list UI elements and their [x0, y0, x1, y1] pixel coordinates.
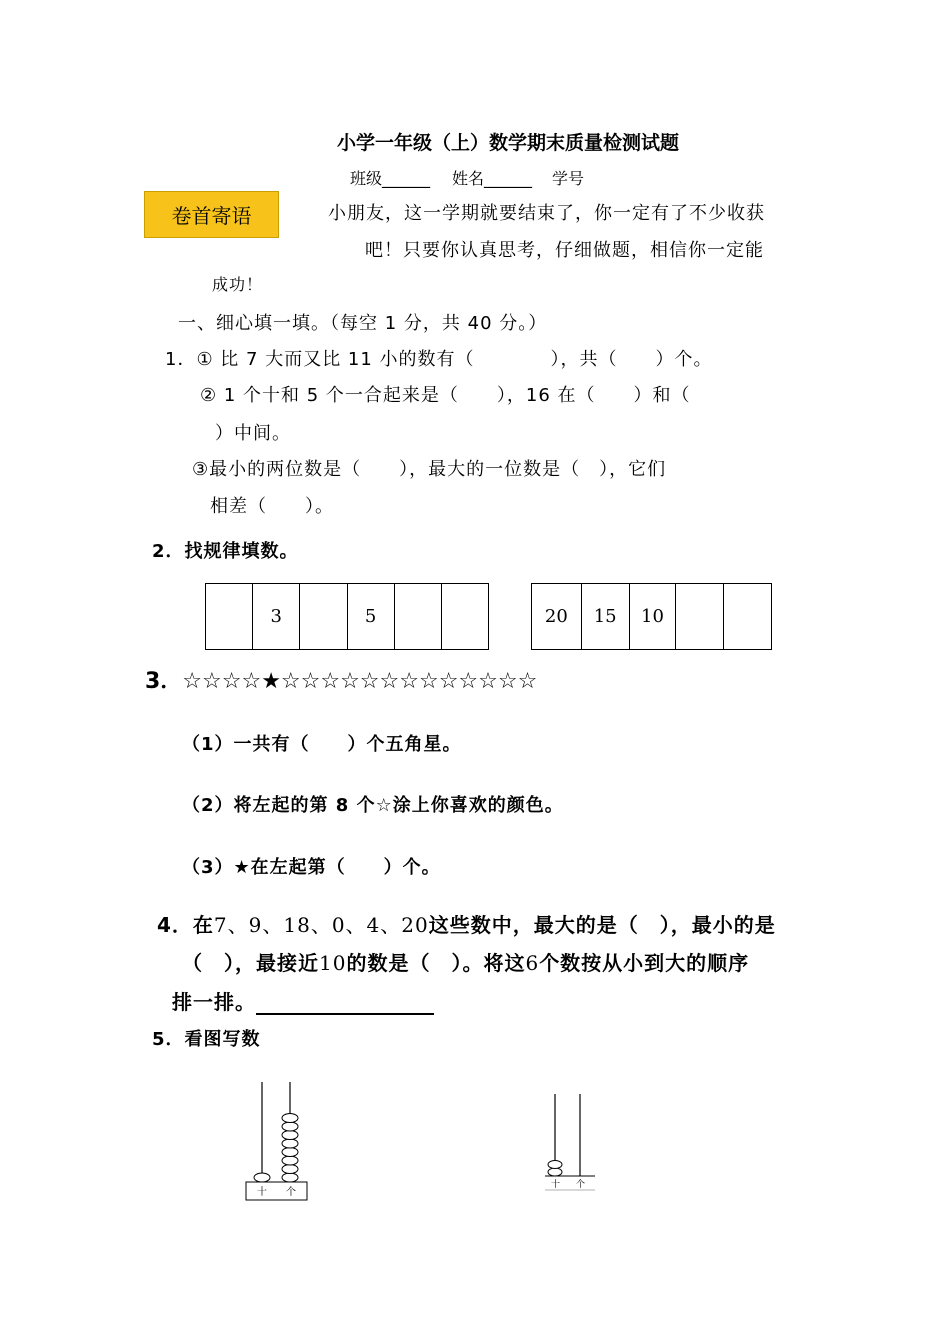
seq1-cell: 3 — [253, 584, 300, 649]
q4-prefix: 4．在 — [157, 913, 214, 937]
q3-part-3: （3）★在左起第（ ）个。 — [182, 857, 441, 878]
abacus1-ones-label: 个 — [286, 1187, 296, 1198]
q1-line-1: 1．① 比 7 大而又比 11 小的数有（ ），共（ ）个。 — [165, 349, 713, 370]
abacus2-ones-label: 个 — [576, 1180, 586, 1190]
abacus-bead — [282, 1156, 298, 1165]
seq1-cell[interactable] — [206, 584, 253, 649]
abacus-2 — [540, 1090, 600, 1196]
abacus-bead — [282, 1131, 298, 1140]
abacus1-tens-label: 十 — [257, 1187, 267, 1198]
abacus-1 — [240, 1078, 320, 1204]
q3-stars-row: 3．☆☆☆☆★☆☆☆☆☆☆☆☆☆☆☆☆☆ — [145, 669, 538, 694]
q3-part-2: （2）将左起的第 8 个☆涂上你喜欢的颜色。 — [182, 795, 564, 816]
q1-line-5: 相差（ ）。 — [210, 496, 334, 517]
q4-line2c: 个数按从小到大的顺序 — [539, 951, 750, 975]
abacus-bead — [282, 1114, 298, 1123]
q1-line-3: ）中间。 — [215, 423, 291, 444]
abacus1-base — [246, 1182, 307, 1200]
motto-line-2: 吧！只要你认真思考，仔细做题，相信你一定能 — [365, 240, 764, 261]
motto-line-3: 成功！ — [212, 275, 264, 294]
q1-line-2: ② 1 个十和 5 个一合起来是（ ），16 在（ ）和（ — [200, 385, 691, 406]
abacus-bead — [282, 1173, 298, 1182]
abacus-bead — [548, 1168, 562, 1176]
name-label: 姓名______ — [452, 169, 533, 188]
abacus2-tens-label: 十 — [551, 1180, 561, 1190]
seq2-cell: 20 — [532, 584, 582, 649]
abacus1-tens-beads — [254, 1173, 270, 1182]
q4-numbers: 7、9、18、0、4、20 — [213, 913, 429, 937]
q5-label: 5．看图写数 — [152, 1029, 261, 1050]
motto-badge — [144, 191, 279, 238]
q4-ten: 10 — [319, 951, 347, 975]
abacus-bead — [282, 1165, 298, 1174]
motto-badge-text: 卷首寄语 — [171, 204, 252, 228]
q4-line-1 — [157, 909, 776, 938]
seq2-cell[interactable] — [724, 584, 772, 649]
sequence-box-2 — [531, 583, 772, 650]
q3-part-1: （1）一共有（ ）个五角星。 — [182, 734, 462, 755]
seq1-cell: 5 — [348, 584, 395, 649]
abacus-bead — [282, 1122, 298, 1131]
seq2-cell[interactable] — [676, 584, 724, 649]
id-label: 学号 — [552, 169, 585, 188]
seq1-cell[interactable] — [395, 584, 442, 649]
q4-line2b: 的数是（ ）。将这 — [346, 951, 526, 975]
abacus-bead — [282, 1148, 298, 1157]
q4-rest-1: 这些数中，最大的是（ ），最小的是 — [428, 913, 776, 937]
q4-line3-text: 排一排。 — [172, 990, 256, 1014]
sequence-box-1 — [205, 583, 489, 650]
q4-line2a: （ ），最接近 — [182, 951, 319, 975]
q2-label: 2．找规律填数。 — [152, 541, 299, 562]
motto-line-1: 小朋友，这一学期就要结束了，你一定有了不少收获 — [328, 203, 765, 224]
seq1-cell[interactable] — [300, 584, 347, 649]
q1-line-4: ③最小的两位数是（ ），最大的一位数是（ ），它们 — [192, 459, 667, 480]
page-title: 小学一年级（上）数学期末质量检测试题 — [336, 132, 679, 154]
q4-line-2 — [182, 947, 749, 976]
abacus-bead — [254, 1173, 270, 1182]
seq1-cell[interactable] — [442, 584, 489, 649]
section1-heading: 一、细心填一填。（每空 1 分，共 40 分。） — [178, 313, 548, 334]
abacus-bead — [548, 1161, 562, 1169]
class-label: 班级______ — [350, 169, 431, 188]
q4-answer-line[interactable] — [256, 993, 434, 1015]
seq2-cell: 15 — [582, 584, 630, 649]
q4-line-3 — [172, 986, 434, 1015]
abacus-bead — [282, 1139, 298, 1148]
seq2-cell: 10 — [630, 584, 677, 649]
abacus1-ones-beads — [282, 1114, 298, 1183]
abacus2-tens-beads — [548, 1161, 562, 1177]
q4-six: 6 — [525, 951, 540, 975]
